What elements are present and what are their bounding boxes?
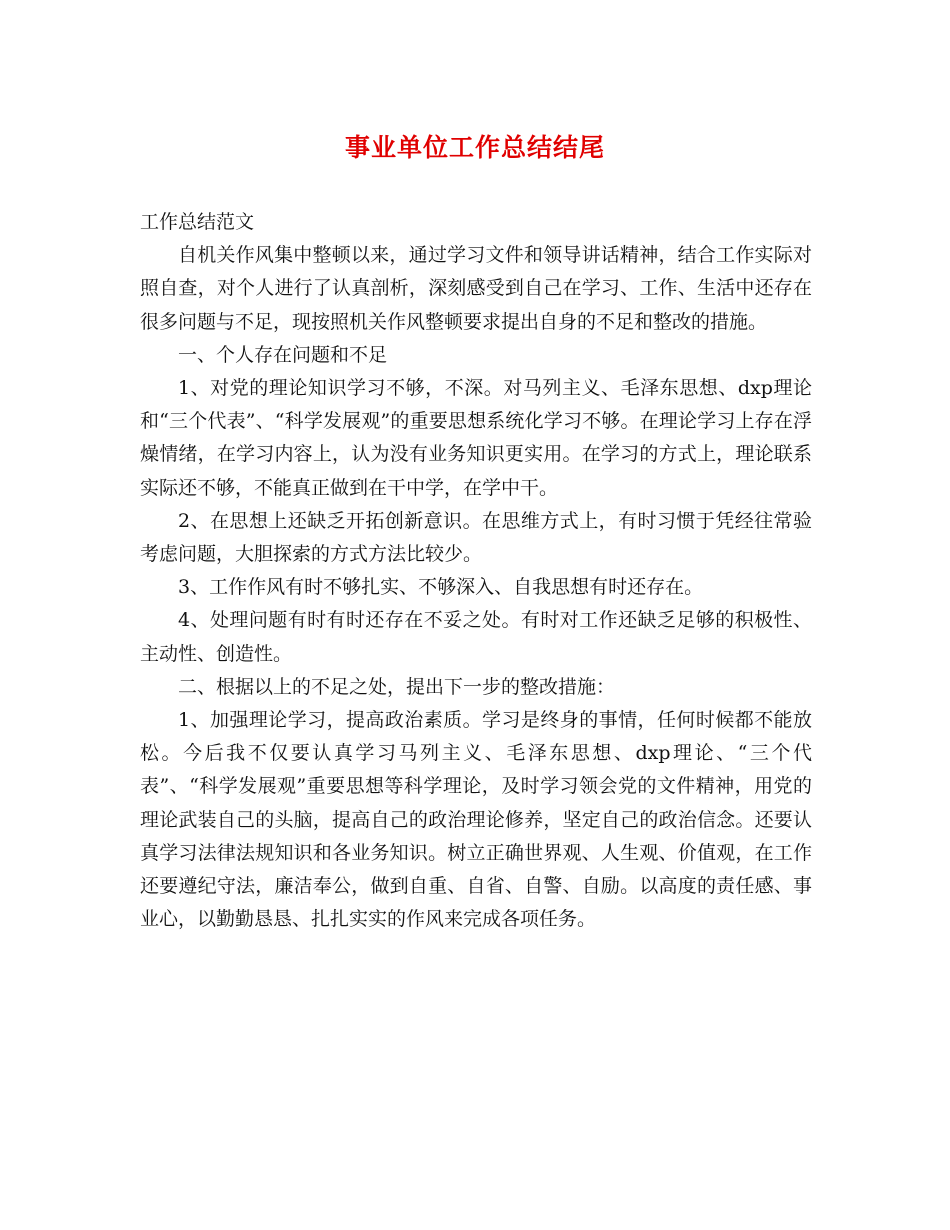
paragraph-measure-1: 1、加强理论学习，提高政治素质。学习是终身的事情，任何时候都不能放松。今后我不仅要认真学习马列主义、毛泽东思想、dxp理论、“三个代表”、“科学发展观”重要思想等科学理论，及时学习领会党的文件精神，用党的理论武装自己的头脑，提高自己的政治理论修养，坚定自己的政治信念。还要认真学习法律法规知识和各业务知识。树立正确世界观、人生观、价值观，在工作还要遵纪守法，廉洁奉公，做到自重、自省、自警、自励。以高度的责任感、事业心，以勤勤恳恳、扎扎实实的作风来完成各项任务。 (140, 709, 812, 931)
paragraph-problem-2: 2、在思想上还缺乏开拓创新意识。在思维方式上，有时习惯于凭经往常验考虑问题，大胆探索的方式方法比较少。 (140, 509, 812, 566)
paragraph-problem-1: 1、对党的理论知识学习不够，不深。对马列主义、毛泽东思想、dxp理论和“三个代表”、“科学发展观”的重要思想系统化学习不够。在理论学习上存在浮燥情绪，在学习内容上，认为没有业务知识更实用。在学习的方式上，理论联系实际还不够，不能真正做到在干中学，在学中干。 (140, 377, 812, 499)
paragraph-problem-4: 4、处理问题有时有时还存在不妥之处。有时对工作还缺乏足够的积极性、主动性、创造性。 (140, 609, 812, 665)
section-heading-measures: 二、根据以上的不足之处，提出下一步的整改措施： (178, 675, 616, 698)
section-heading-problems: 一、个人存在问题和不足 (178, 343, 388, 366)
document-body (140, 206, 812, 936)
document-title: 事业单位工作总结结尾 (344, 133, 605, 162)
paragraph-problem-3: 3、工作作风有时不够扎实、不够深入、自我思想有时还存在。 (178, 576, 704, 599)
paragraph-intro: 自机关作风集中整顿以来，通过学习文件和领导讲话精神，结合工作实际对照自查，对个人进行了认真剖析，深刻感受到自己在学习、工作、生活中还存在很多问题与不足，现按照机关作风整顿要求提出自身的不足和整改的措施。 (140, 244, 812, 333)
paragraph-heading-label: 工作总结范文 (140, 211, 255, 233)
